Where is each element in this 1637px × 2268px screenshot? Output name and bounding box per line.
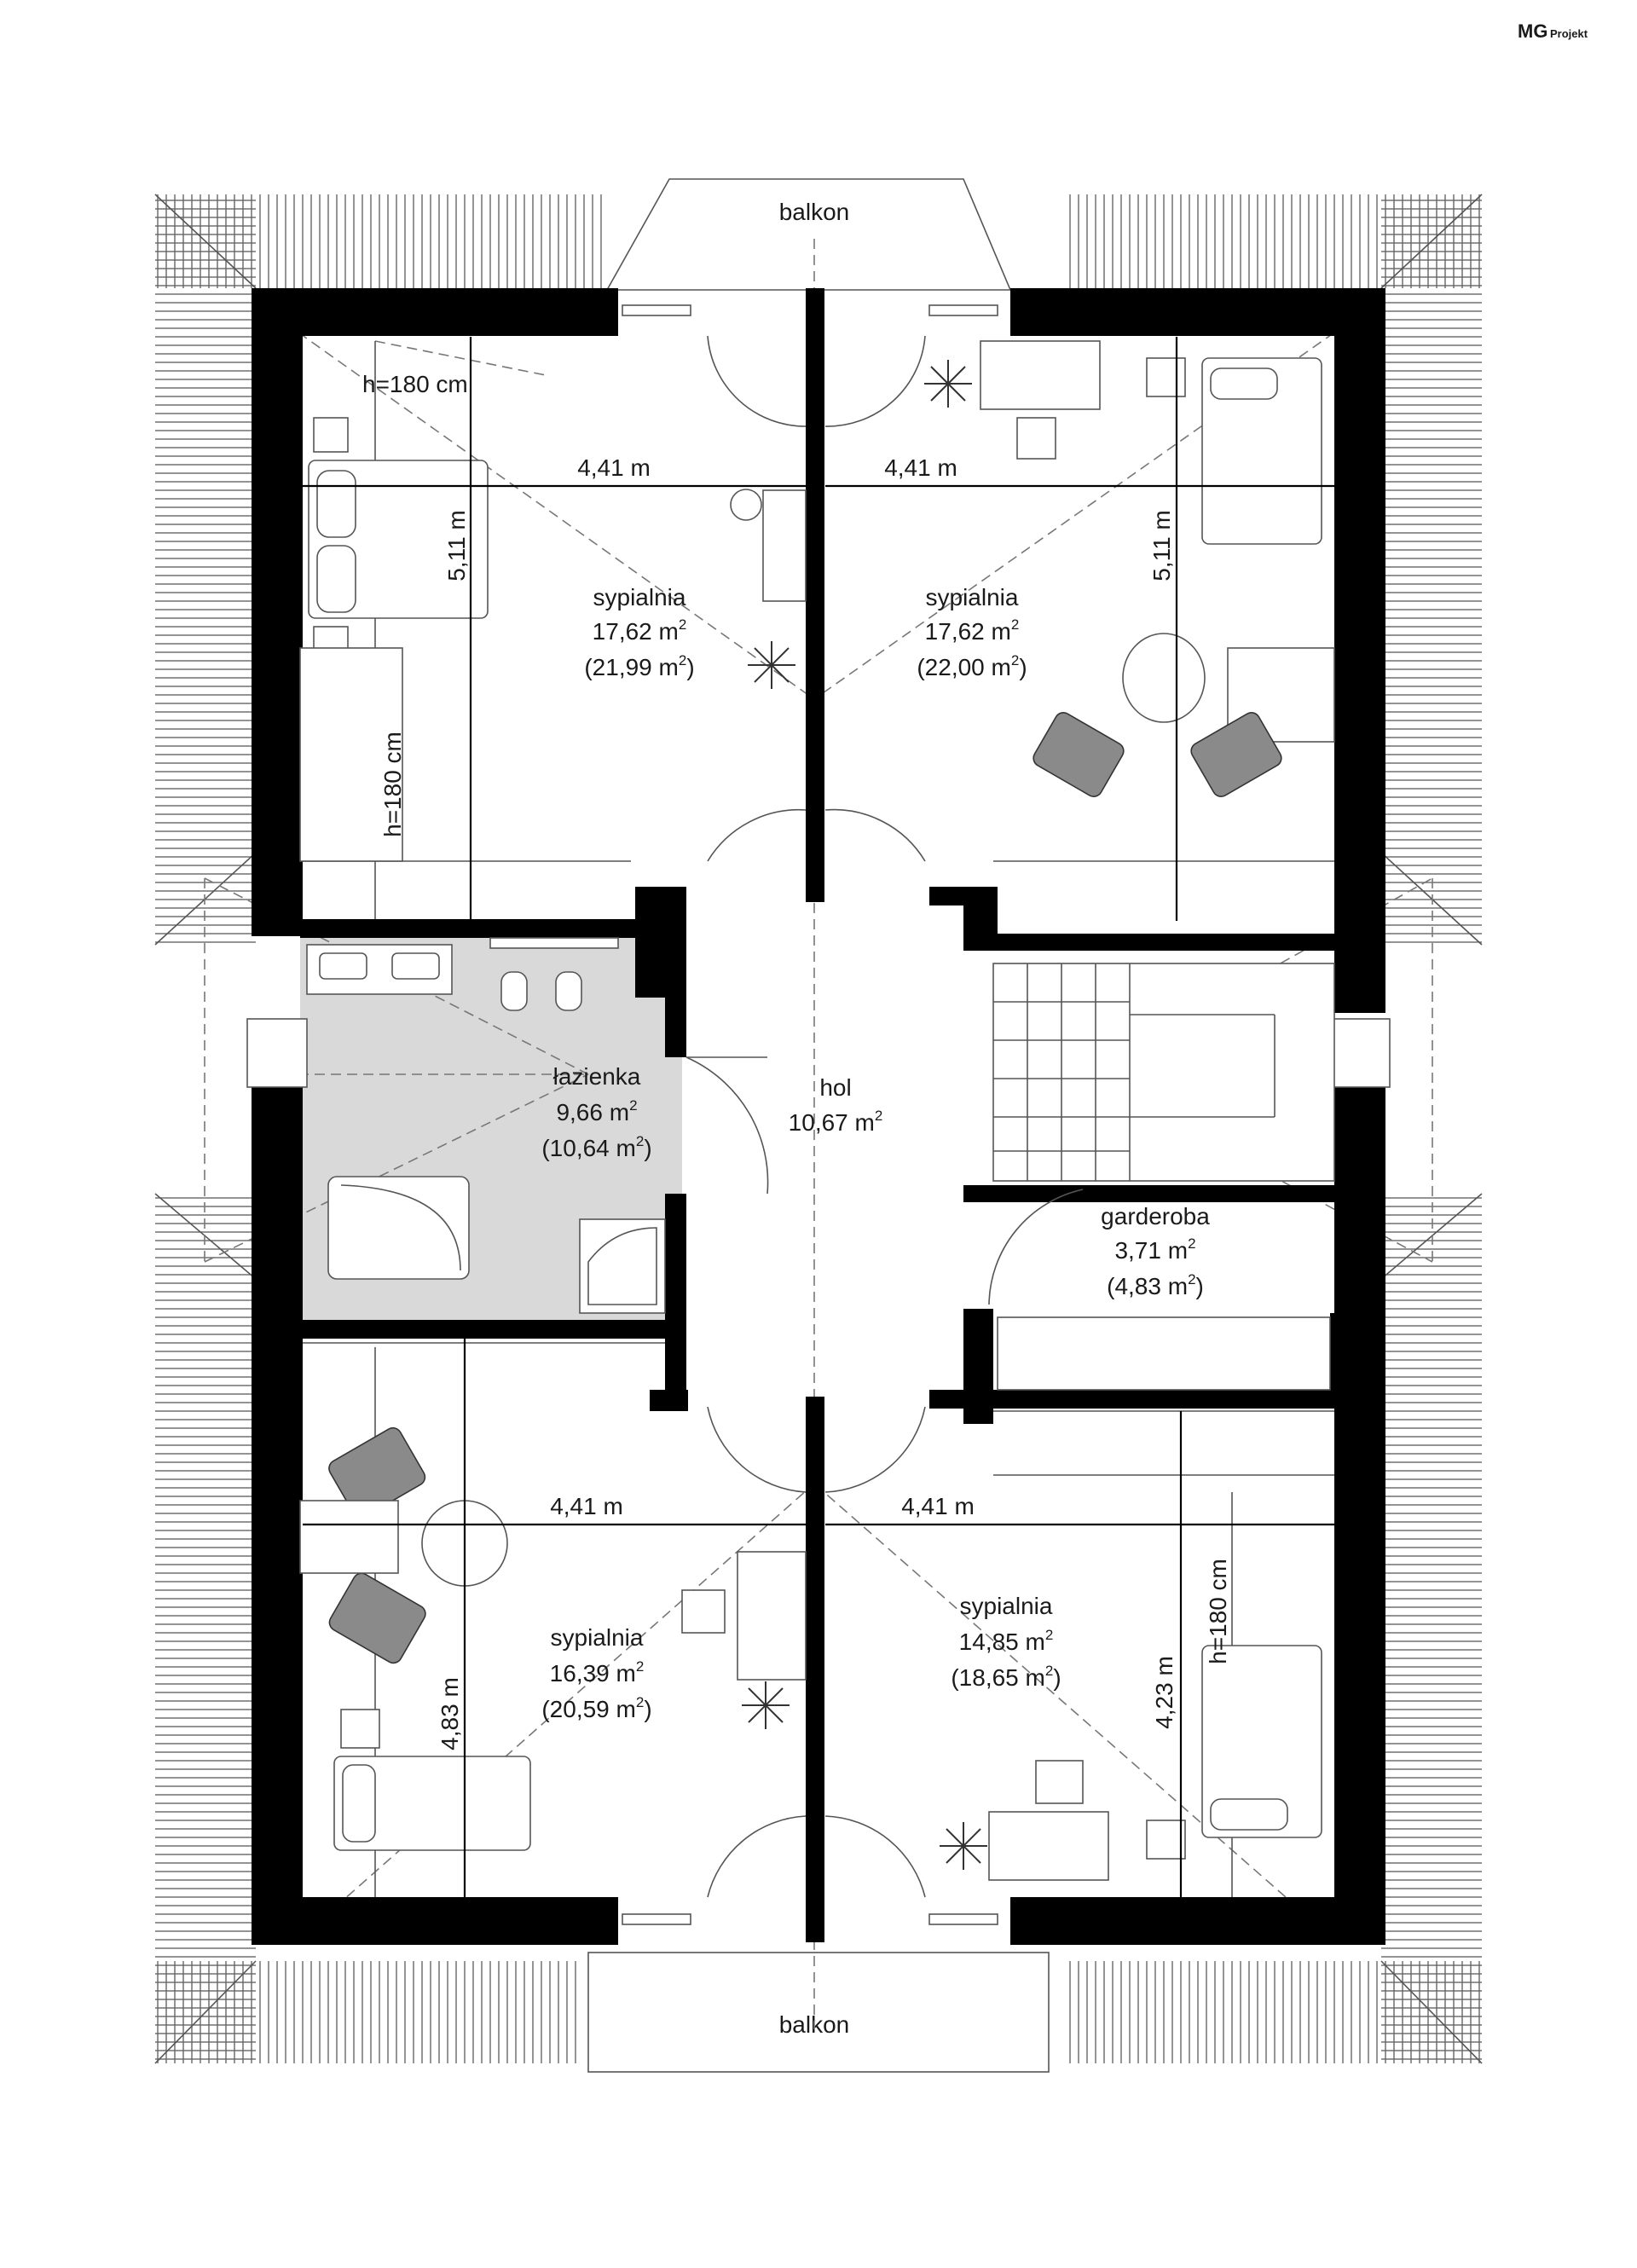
room-label-bedroom-nw <box>584 584 694 680</box>
ceiling-note-bottom-right: h=180 cm <box>1205 1559 1231 1664</box>
room-area: 16,39 m <box>549 1660 636 1687</box>
room-label-wardrobe <box>1101 1203 1210 1299</box>
roof-hatch-bottom-right <box>1066 1961 1482 2063</box>
room-name: sypialnia <box>550 1624 644 1651</box>
dim-depth-sw: 4,83 m <box>437 1677 463 1750</box>
staircase <box>993 963 1334 1181</box>
brand-logo <box>1518 20 1588 42</box>
balcony-bottom <box>588 1953 1049 2072</box>
svg-text:(10,64 m2): (10,64 $m^2$) <box>541 1133 652 1161</box>
roof-hatch-right-bottom <box>1381 1194 1482 2063</box>
roof-hatch-left-top <box>155 194 256 945</box>
dim-depth-se: 4,23 m <box>1151 1656 1177 1729</box>
room-area: 17,62 m <box>592 618 679 645</box>
svg-text:(21,99 m2): (21,99 $m^2$) <box>584 652 695 680</box>
balcony-top-label: balkon <box>778 199 850 225</box>
roof-hatch-left-bottom <box>155 1194 256 2063</box>
svg-text:9,66 m2: 9,66 $m^2$ <box>556 1097 638 1125</box>
dim-depth-nw: 5,11 m <box>443 510 470 581</box>
balcony-bottom-label: balkon <box>778 2011 850 2038</box>
svg-text:(20,59 m2): (20,59 $m^2$) <box>541 1694 652 1722</box>
roof-hatch-top-right <box>1066 194 1482 288</box>
room-area: 10,67 m <box>788 1109 875 1136</box>
room-name: sypialnia <box>959 1593 1053 1619</box>
room-name: sypialnia <box>925 584 1019 610</box>
roof-hatch-right-top <box>1381 194 1482 945</box>
room-area-total: (22,00 m <box>917 654 1011 680</box>
svg-text:(4,83 m2): (4,83 $m^2$) <box>1107 1271 1204 1299</box>
room-label-bathroom <box>541 1063 651 1161</box>
logo-suffix: Projekt <box>1550 27 1588 40</box>
room-area-total: (21,99 m <box>584 654 679 680</box>
balcony-top <box>607 179 1010 290</box>
room-name: garderoba <box>1101 1203 1210 1229</box>
room-label-bedroom-se <box>951 1593 1061 1691</box>
dim-width-sw: 4,41 m <box>550 1493 623 1519</box>
room-area-total: (10,64 m <box>541 1135 636 1161</box>
room-label-bedroom-sw <box>541 1624 651 1722</box>
room-name: łazienka <box>552 1063 641 1090</box>
svg-text:14,85 m2: 14,85 $m^2$ <box>958 1627 1054 1655</box>
svg-text:17,62 m2: 17,62 $m^2$ <box>924 616 1020 645</box>
roof-hatch-top-left <box>155 194 607 288</box>
ceiling-note-left: h=180 cm <box>379 732 406 837</box>
ceiling-note-top-left: h=180 cm <box>362 371 468 397</box>
svg-text:(18,65 m2): (18,65 $m^2$) <box>951 1663 1061 1691</box>
room-area: 14,85 m <box>958 1629 1045 1655</box>
room-area: 17,62 m <box>924 618 1011 645</box>
room-name: sypialnia <box>593 584 686 610</box>
room-area-total: (20,59 m <box>541 1696 636 1722</box>
room-area-total: (18,65 m <box>951 1664 1045 1691</box>
room-area-total: (4,83 m <box>1107 1273 1189 1299</box>
dim-width-nw: 4,41 m <box>577 454 651 481</box>
dim-width-se: 4,41 m <box>901 1493 975 1519</box>
room-name: hol <box>819 1074 852 1101</box>
svg-text:16,39 m2: 16,39 $m^2$ <box>549 1658 645 1687</box>
dim-depth-ne: 5,11 m <box>1148 510 1175 581</box>
roof-hatch-bottom-left <box>155 1961 581 2063</box>
svg-text:10,67 m2: 10,67 $m^2$ <box>788 1108 883 1136</box>
room-area: 3,71 m <box>1114 1237 1189 1264</box>
logo-text: MG <box>1518 20 1548 42</box>
svg-text:3,71 m2: 3,71 $m^2$ <box>1114 1235 1196 1264</box>
dim-width-ne: 4,41 m <box>884 454 957 481</box>
svg-text:(22,00 m2): (22,00 $m^2$) <box>917 652 1027 680</box>
room-area: 9,66 m <box>556 1099 630 1125</box>
room-label-bedroom-ne <box>917 584 1027 680</box>
svg-text:17,62 m2: 17,62 $m^2$ <box>592 616 687 645</box>
